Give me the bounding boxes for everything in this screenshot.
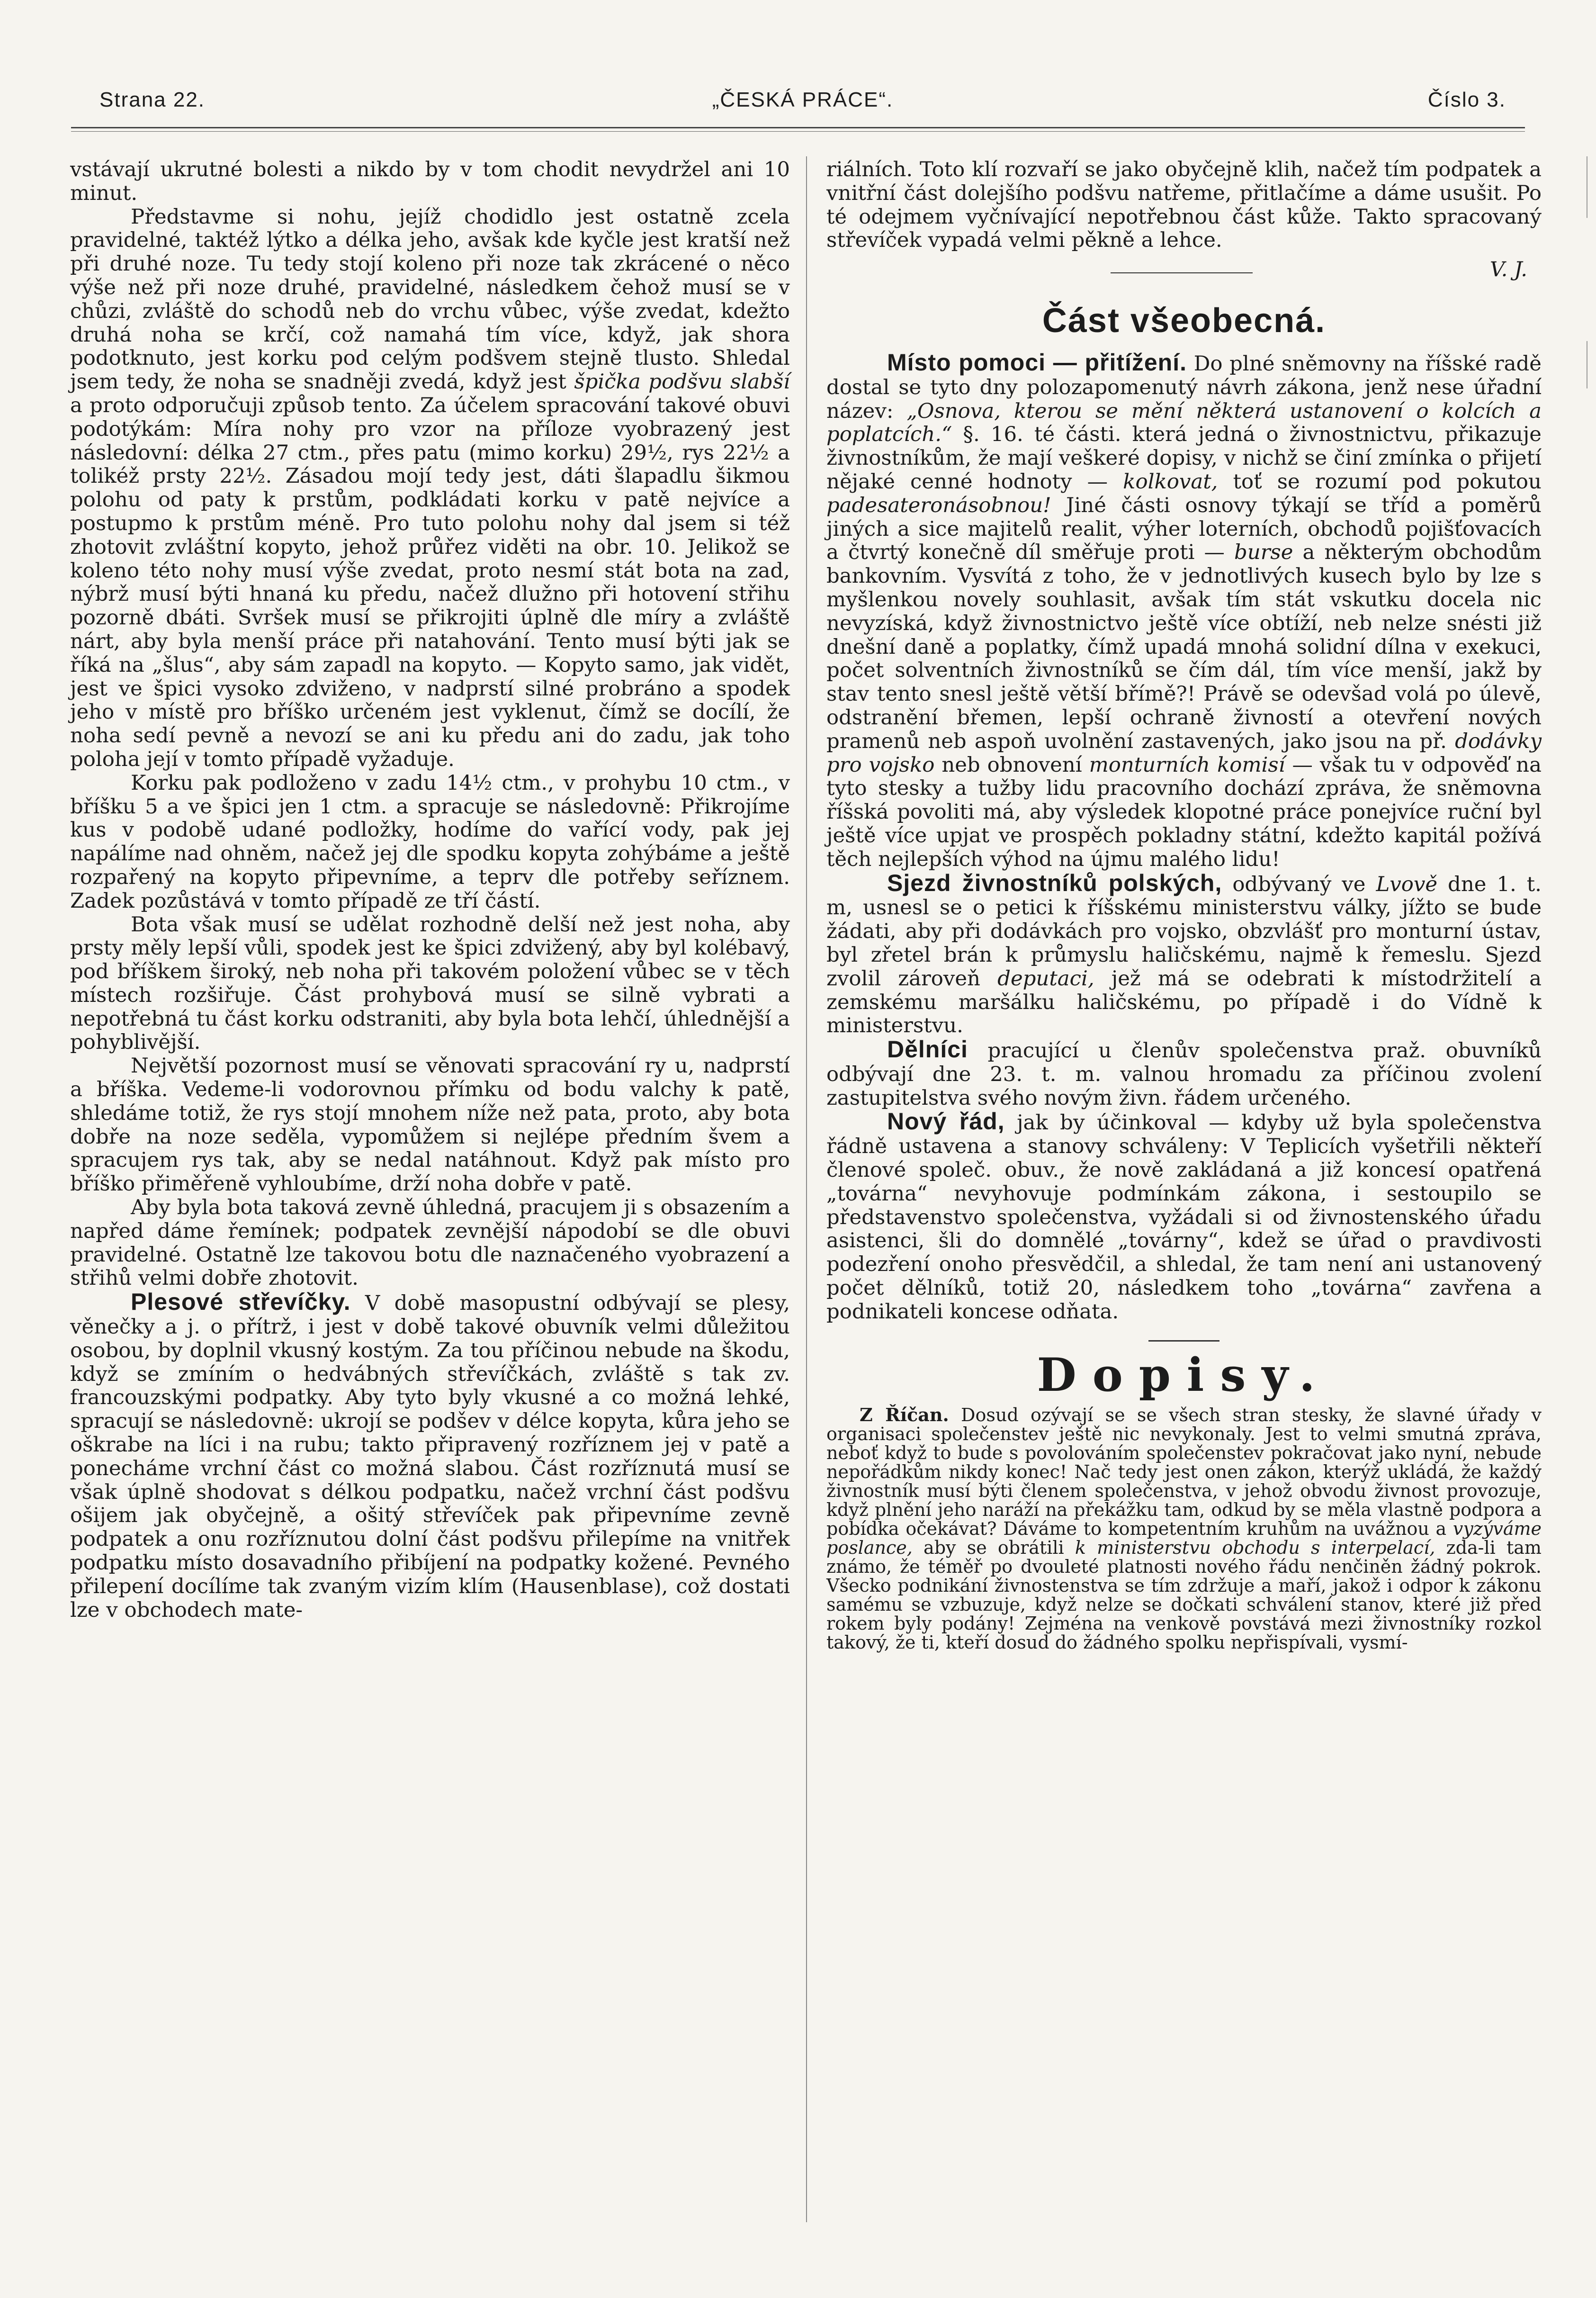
article-subheading: Plesové střevíčky.: [131, 1289, 351, 1316]
journal-title: „ČESKÁ PRÁCE“.: [712, 88, 894, 111]
paragraph: Dělníci pracující u členův společenstva praž. obuvníků odbývají dne 23. t. m. valnou hromadu za příčinou zvolení zastupitelstva svého novým živn. řádem určeného.: [826, 1036, 1542, 1110]
separator-rule: [1148, 1340, 1219, 1342]
article-subheading: Dělníci: [887, 1036, 968, 1063]
issue-number: Číslo 3.: [1427, 88, 1506, 111]
paragraph: Místo pomoci — přitížení. Do plné sněmovny na říšské radě dostal se tyto dny polozapomenutý návrh zákona, jenž nese úřadní název: „Osnova, kterou se mění některá ustanovení o kolcích a poplatcích.“ §. 16. té části. která jedná o živnostnictvu, přikazuje živnostníkům, že mají veškeré dopisy, v nichž se činí zmínka o přijetí nějaké cenné hodnoty — kolkovat, toť se rozumí pod pokutou padesateronásobnou! Jiné části osnovy týkají se tříd a poměrů jiných a sice majitelů realit, výher loterních, obchodů pojišťovacích a čtvrtý konečně díl směřuje proti — burse a některým obchodům bankovním. Vysvítá z toho, že v jednotlivých kusech bylo by lze s myšlenkou novely souhlasit, avšak tím stát vskutku docela nic nevyzíská, když živnostnictvo ještě více obtíží, neb nelze snésti již dnešní daně a poplatky, čímž upadá mnohá solidní dílna v exekuci, počet solventních živnostníků se čím dál, tím více menší, jakž by stav tento snesl ještě větší břímě?! Právě se odevšad volá po úlevě, odstranění břemen, lepší ochraně živností a otevření nových pramenů neb aspoň uvolnění zastavených, jako jsou na př. dodávky pro vojsko neb obnovení monturních komisí — však tu v odpověď na tyto stesky a tužby lidu pracovního dochází zpráva, že sněmovna říšská povoliti má, aby výsledek klopotné práce ponejvíce ruční byl ještě více upjat ve prospěch pokladny státní, kdežto kapitál požívá těch nejlepších výhod na újmu malého lidu!: [826, 349, 1542, 871]
section-title: Dopisy.: [1037, 1348, 1331, 1402]
paragraph: Bota však musí se udělat rozhodně delší než jest noha, aby prsty měly lepší vůli, spodek jest ke špici zdvižený, aby byl kolébavý, pod bříškem široký, neb noha při takovém položení vůbec se v těch místech rozšiřuje. Část prohybová musí se silně vybrati a nepotřebná tu část korku odstraniti, aby byla bota lehčí, úhlednější a pohyblivější.: [70, 912, 790, 1054]
paragraph: Sjezd živnostníků polských, odbývaný ve Lvově dne 1. t. m, usnesl se o petici k říšskému ministerstvu války, jížto se bude žádati, aby při dodávkách pro vojsko, obzvlášť pro monturní ústav, byl zřetel brán k průmyslu haličskému, najmě k řemeslu. Sjezd zvolil zároveň deputaci, jež má se odebrati k místodržitelí a zemskému maršálku haličskému, po případě i do Vídně k ministerstvu.: [826, 869, 1542, 1038]
article-subheading: Nový řád,: [887, 1108, 1005, 1135]
paragraph: Korku pak podloženo v zadu 14½ ctm., v prohybu 10 ctm., v bříšku 5 a ve špici jen 1 ctm. a spracuje se následovně: Přikrojíme kus v podobě udané podložky, hodíme do vařící vody, pak jej napálíme nad ohněm, načež jej dle spodku kopyta zohýbáme a ještě rozpařený na kopyto připevníme, a teprv dle potřeby seříznem. Zadek pozůstává v tomto případě ze tří částí.: [70, 771, 790, 913]
paragraph: Z Říčan. Dosud ozývají se se všech stran stesky, že slavné úřady v organisaci společenstev ještě nic nevykonaly. Jest to velmi smutná zpráva, neboť když to bude s povolováním společenstev pokračovat jako nyní, nebude nepořádkům nikdy konec! Nač tedy jest onen zákon, kterýž ukládá, že každý živnostník musí býti členem společenstva, v jehož obvodu živnost provozuje, když plnění jeho naráží na překážku tam, odkud by se měla vlastně podpora a pobídka očekávat? Dáváme to kompetentním kruhům na uvážnou a vyzýváme poslance, aby se obrátili k ministerstvu obchodu s interpelací, zda-li tam známo, že téměř po dvouleté platnosti nového řádu nenčiněn žádný pokrok. Všecko podnikání živnostenstva se tím zdržuje a maří, jakož i odpor k zákonu samému se vzbuzuje, když nelze se dočkati schválení stanov, které již před rokem byly podány! Zejména na venkově povstává mezi živnostníky rozkol takový, že ti, kteří dosud do žádného spolku nepřispívali, vysmí-: [826, 1404, 1542, 1653]
article-subheading: Sjezd živnostníků polských,: [887, 869, 1222, 896]
paragraph: Největší pozornost musí se věnovati spracování ry u, nadprstí a bříška. Vedeme-li vodorovnou přímku od bodu valchy k patě, shledáme totiž, že rys stojí mnohem níže než pata, proto, aby bota dobře na noze seděla, vypomůžem si nejlépe předním švem a spracujem rys tak, aby se nedal natáhnout. Když pak místo pro bříško přiměřeně vyhloubíme, drží noha dobře v patě.: [70, 1054, 790, 1196]
paragraph: Nový řád, jak by účinkoval — kdyby už byla společenstva řádně ustavena a stanovy schváleny: V Teplicích vyšetřili někteří členové společ. obuv., že nově zakládaná a již koncesí opatřená „továrna“ nevyhovuje podmínkám zákona, i sestoupilo se představenstvo společenstva, vyžádali si od živnostenského úřadu asistenci, šli do domnělé „továrny“, kdež se úřad o pravdivosti podezření onoho přesvědčil, a shledal, že tam není ani ustanovený počet dělníků, totiž 20, následkem toho „továrna“ zavřena a podnikateli koncese odňata.: [826, 1108, 1542, 1324]
paragraph: riálních. Toto klí rozvaří se jako obyčejně klih, načež tím podpatek a vnitřní část dolejšího podšvu natřeme, přitlačíme a dáme usušit. Po té odejmem vyčnívající nepotřebnou část kůže. Takto spracovaný střevíček vypadá velmi pěkně a lehce.: [826, 158, 1542, 252]
header-rule: [71, 127, 1525, 132]
letters-section: [826, 1406, 1542, 1652]
separator-rule: [1111, 272, 1253, 273]
page-number: Strana 22.: [99, 88, 206, 111]
left-column: [70, 158, 790, 2217]
paragraph: Plesové střevíčky. V době masopustní odbývají se plesy, věnečky a j. o přítrž, i jest v době takové obuvník velmi důležitou osobou, by doplnil vkusný kostým. Za tou příčinou nebude na škodu, když se zmíním o hedvábných střevíčkách, zvláště s tak zv. francouzskými podpatky. Aby tyto byly vkusné a co možná lehké, spracují se následovně: ukrojí se podšev v délce kopyta, kůra jeho se oškrabe na líci i na rubu; takto připravený rozříznem jej v patě a ponecháme vrchní část co možná slabou. Část rozříznutá musí se však úplně shodovat s délkou podpatku, načež vrchní část podšvu ošijem jak obyčejně, a ošitý střevíček pak připevníme zevně podpatek a onu rozříznutou dolní část podšvu přilepíme na vnitřek podpatku místo dosavadního přibíjení na podpatky kožené. Pevného přilepení docílíme tak zvaným vizím klím (Hausenblase), což dostati lze v obchodech mate-: [70, 1289, 790, 1622]
running-head: [95, 88, 1511, 121]
letter-location: Z Říčan.: [860, 1404, 949, 1426]
column-divider: [806, 156, 807, 2222]
paragraph: Představme si nohu, jejíž chodidlo jest ostatně zcela pravidelné, taktéž lýtko a délka jeho, avšak kde kyčle jest kratší než při druhé noze. Tu tedy stojí koleno při noze tak zkrácené o něco výše než při noze druhé, pravidelné, následkem čehož musí se v chůzi, zvláště do schodů neb do vrchu vůbec, výše zvedat, kdežto druhá noha se krčí, což namahá tím více, když, jak shora podotknuto, jest korku pod celým podšvem stejně tlusto. Shledal jsem tedy, že noha se snadněji zvedá, když jest špička podšvu slabší a proto odporučuji způsob tento. Za účelem spracování takové obuvi podotýkám: Míra nohy pro vzor na příloze vyobrazený jest následovní: délka 27 ctm., přes patu (mimo korku) 29½, rys 22½ a tolikéž prsty 22½. Zásadou mojí tedy jest, dáti šlapadlu šikmou polohu od paty k prstům, podkládati korku v patě nejvíce a postupmo k prstům méně. Pro tuto polohu nohy dal jsem si též zhotovit zvláštní kopyto, jehož průřez viděti na obr. 10. Jelikož se koleno této nohy musí výše zvedat, proto nesmí stát bota na zad, nýbrž musí býti hnaná ku předu, načež dlužno při hotovení střihu pozorně dbáti. Svršek musí se přikrojiti úplně dle míry a zvláště nárt, aby byla menší práce při natahování. Tento musí býti jak se říká na „šlus“, aby sám zapadl na kopyto. — Kopyto samo, jak vidět, jest ve špici vysoko zdviženo, v nadprstí silné probráno a spodek jeho v místě pro bříško určeném jest vyklenut, čímž se docílí, že noha sedí pevně a nevozí se ani ku předu ani do zadu, jak toho poloha její v tomto případě vyžaduje.: [70, 205, 790, 771]
signature-line: [826, 258, 1542, 296]
section-title: Část všeobecná.: [1042, 302, 1326, 340]
article-subheading: Místo pomoci — přitížení.: [887, 349, 1187, 376]
author-signature: V. J.: [1489, 258, 1527, 282]
paragraph: vstávají ukrutné bolesti a nikdo by v tom chodit nevydržel ani 10 minut.: [70, 158, 790, 205]
right-column: [826, 158, 1542, 2217]
paragraph: Aby byla bota taková zevně úhledná, pracujem ji s obsazením a napřed dáme řemínek; podpatek zevnější nápodobí se dle obuvi pravidelné. Ostatně lze takovou botu dle naznačeného vyobrazení a střihů velmi dobře zhotovit.: [70, 1196, 790, 1290]
